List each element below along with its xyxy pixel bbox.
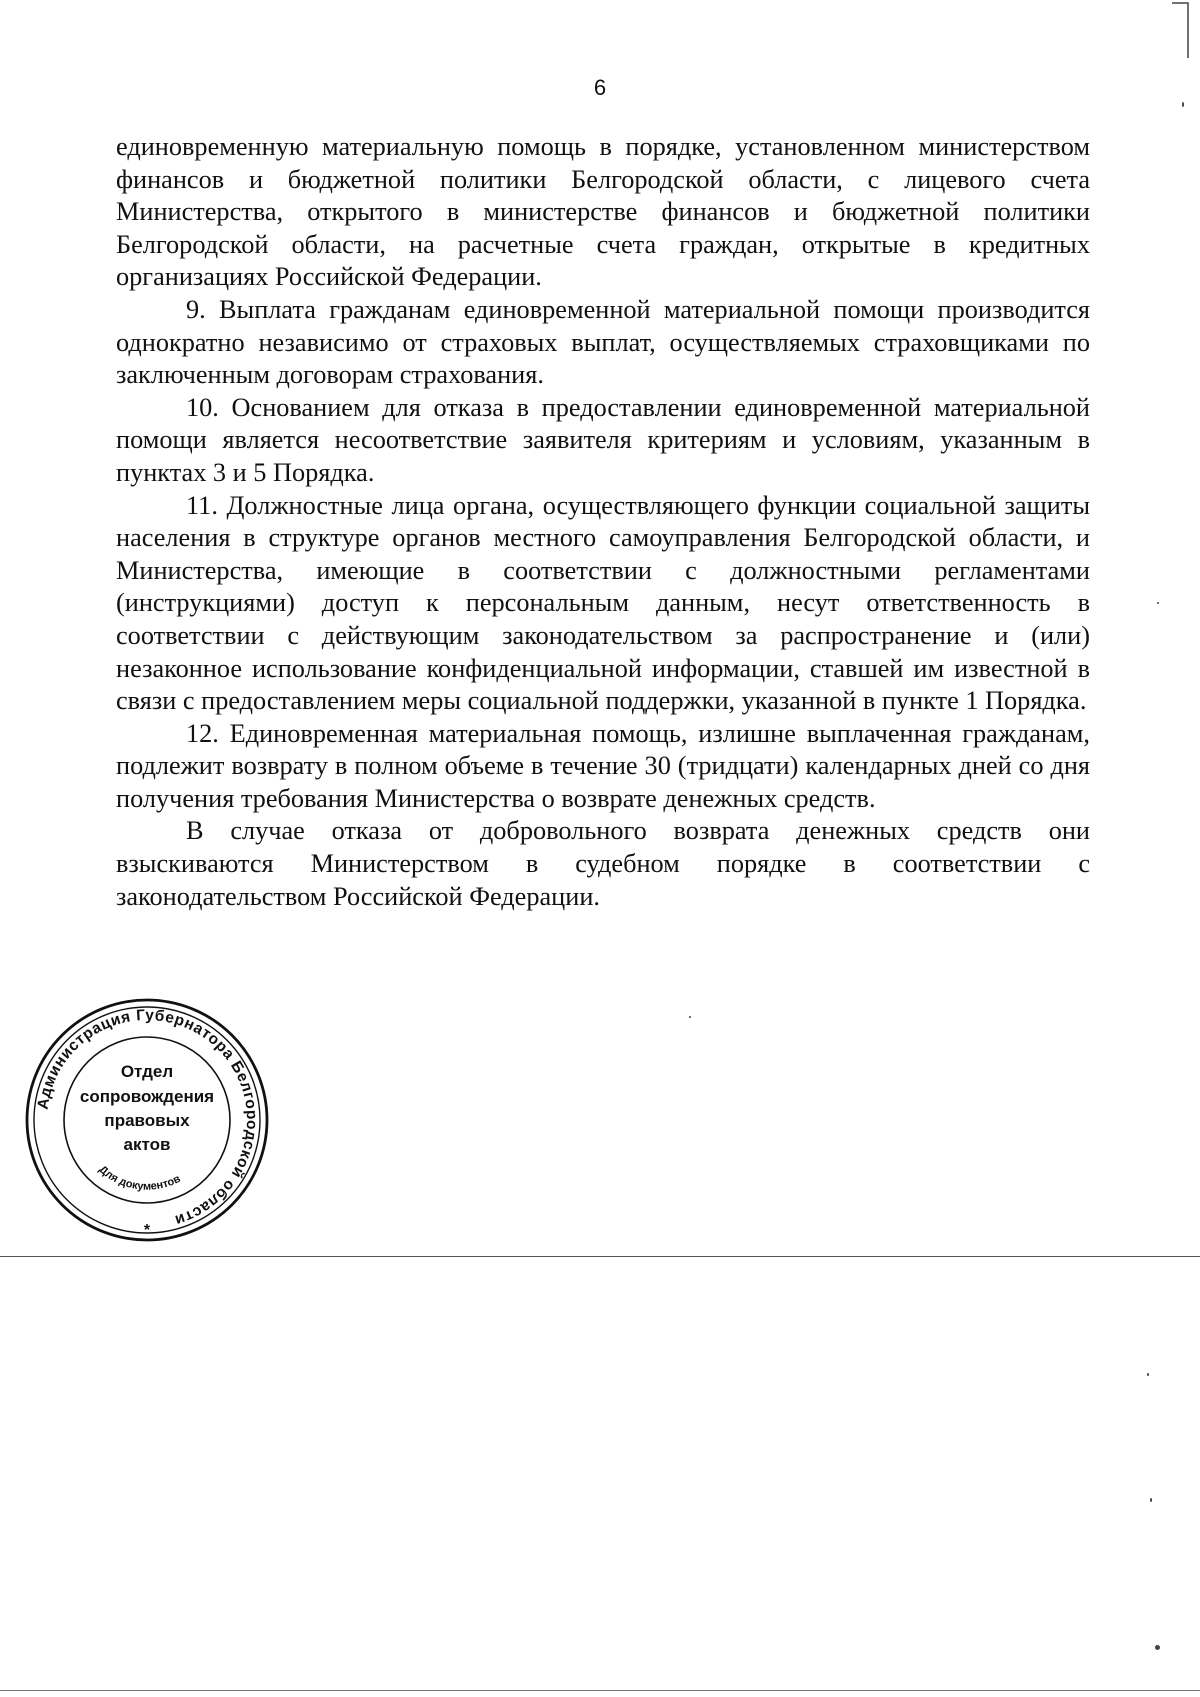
seal-center-line-1: Отдел bbox=[120, 1062, 174, 1081]
seal-center-line-3: правовых bbox=[104, 1111, 190, 1130]
seal-center-line-2: сопровождения bbox=[79, 1087, 215, 1106]
scan-speck bbox=[1155, 1645, 1160, 1650]
scan-edge-line bbox=[0, 1256, 1200, 1257]
paragraph-item-12: 12. Единовременная материальная помощь, излишне выплаченная гражданам, подлежит возврату в полном объеме в течение 30 (тридцати) календарных дней со дня получения требования Министерства о возврате денежных средств. bbox=[116, 718, 1090, 813]
seal-inner-arc-text: Для документов bbox=[96, 1163, 183, 1193]
page-number: 6 bbox=[593, 75, 607, 100]
paragraph-refund-refusal: В случае отказа от добровольного возврата денежных средств они взыскиваются Министерством в судебном порядке в соответствии с законодательством Российской Федерации. bbox=[116, 816, 1090, 911]
scan-speck bbox=[1157, 602, 1159, 604]
scan-speck bbox=[1147, 1373, 1149, 1376]
paragraph-item-9: 9. Выплата гражданам единовременной материальной помощи производится однократно независимо от страховых выплат, осуществляемых страховщиками по заключенным договорам страхования. bbox=[116, 294, 1090, 390]
seal-center-line-4: актов bbox=[123, 1135, 171, 1154]
seal-ring-text: Администрация Губернатора Белгородской области bbox=[34, 1006, 261, 1229]
scan-speck bbox=[1150, 1498, 1152, 1502]
scan-speck bbox=[1182, 102, 1184, 107]
paragraph-item-10: 10. Основанием для отказа в предоставлении единовременной материальной помощи является несоответствие заявителя критериям и условиям, указанным в пунктах 3 и 5 Порядка. bbox=[116, 392, 1090, 487]
scan-speck bbox=[689, 1016, 691, 1018]
official-seal-stamp bbox=[22, 995, 272, 1245]
seal-star: * bbox=[143, 1222, 151, 1239]
document-body bbox=[116, 131, 1090, 913]
paragraph-item-11: 11. Должностные лица органа, осуществляющего функции социальной защиты населения в структуре органов местного самоуправления Белгородской области, и Министерства, имеющие в соответствии с должностными регламентами (инструкциями) доступ к персональным данным, несут ответственность в соответствии с действующим законодательством за распространение и (или) незаконное использование конфиденциальной информации, ставшей им известной в связи с предоставлением меры социальной поддержки, указанной в пункте 1 Порядка. bbox=[116, 490, 1090, 716]
scan-bottom-edge-line bbox=[0, 1690, 1200, 1691]
scan-corner-mark bbox=[1170, 0, 1192, 60]
paragraph: единовременную материальную помощь в порядке, установленном министерством финансов и бюджетной политики Белгородской области, с лицевого счета Министерства, открытого в министерстве финансов и бюджетной политики Белгородской области, на расчетные счета граждан, открытые в кредитных организациях Российской Федерации. bbox=[116, 132, 1090, 292]
